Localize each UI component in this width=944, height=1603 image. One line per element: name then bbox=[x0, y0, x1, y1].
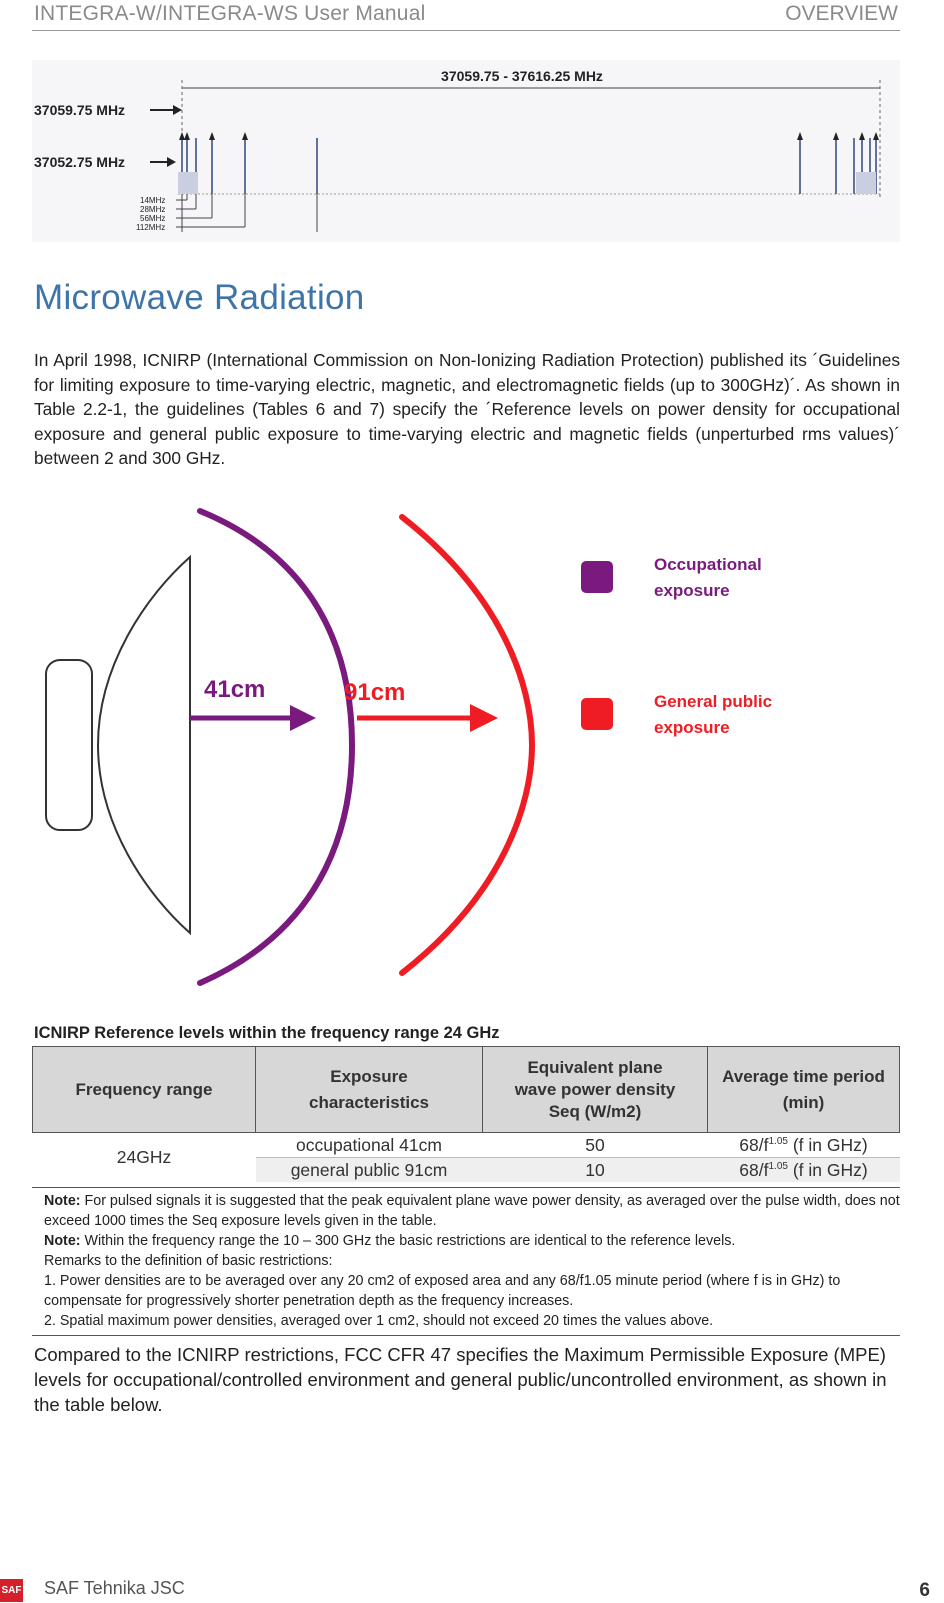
note bbox=[44, 1231, 900, 1251]
table-header-row bbox=[33, 1047, 900, 1133]
occupational-exposure-arc bbox=[200, 511, 352, 983]
public-distance: 91cm bbox=[344, 679, 406, 706]
header-density-line: Equivalent plane bbox=[527, 1057, 663, 1077]
note-label: Note: bbox=[44, 1233, 81, 1249]
antenna-housing bbox=[46, 660, 92, 830]
spacing-label: 112MHz bbox=[136, 223, 166, 232]
closing-paragraph: Compared to the ICNIRP restrictions, FCC CFR 47 specifies the Maximum Permissible Exposure (MPE) levels for occupational/controlled environment and general public/uncontrolled environment, as shown in the table below. bbox=[34, 1344, 887, 1415]
spacing-label: 28MHz bbox=[140, 205, 166, 214]
exposure-cell: general public 91cm bbox=[256, 1158, 483, 1183]
time-cell bbox=[708, 1133, 900, 1158]
antenna-dish bbox=[98, 557, 190, 933]
lower-freq-label: 37052.75 MHz bbox=[34, 154, 126, 170]
time-unit: (f in GHz) bbox=[787, 1134, 868, 1155]
density-cell: 10 bbox=[483, 1158, 708, 1183]
header-exposure-line: Exposure bbox=[330, 1066, 408, 1086]
header-average-time bbox=[708, 1047, 900, 1133]
time-exponent: 1.05 bbox=[768, 1160, 788, 1172]
time-base: 68/f bbox=[739, 1159, 769, 1180]
remark-item: 2. Spatial maximum power densities, averaged over 1 cm2, should not exceed 20 times the values above. bbox=[44, 1313, 714, 1329]
header-time-line: (min) bbox=[782, 1092, 825, 1112]
public-exposure-arc bbox=[402, 517, 532, 973]
remarks-heading: Remarks to the definition of basic restrictions: bbox=[44, 1253, 333, 1269]
frequency-cell: 24GHz bbox=[33, 1133, 256, 1183]
remark-item: 1. Power densities are to be averaged over any 20 cm2 of exposed area and any 68/f1.05 minute period (where f is in GHz) to compensate for progressively shorter penetration depth as the frequency increases. bbox=[44, 1273, 841, 1309]
note-text: Within the frequency range the 10 – 300 GHz the basic restrictions are identical to the reference levels. bbox=[80, 1233, 736, 1249]
footer-company: SAF Tehnika JSC bbox=[44, 1578, 185, 1598]
header-exposure bbox=[256, 1047, 483, 1133]
public-arrow bbox=[470, 704, 498, 732]
table-row bbox=[33, 1133, 900, 1158]
span-label: 37059.75 - 37616.25 MHz bbox=[441, 68, 603, 84]
spacing-label: 56MHz bbox=[140, 214, 166, 223]
manual-title: INTEGRA-W/INTEGRA-WS User Manual bbox=[34, 2, 426, 25]
time-exponent: 1.05 bbox=[768, 1135, 788, 1147]
spacing-label: 14MHz bbox=[140, 196, 166, 205]
table-notes bbox=[32, 1187, 900, 1336]
frequency-channel-diagram bbox=[32, 60, 900, 242]
exposure-cell: occupational 41cm bbox=[256, 1133, 483, 1158]
legend-public-swatch bbox=[581, 698, 613, 730]
legend-occupational-label: exposure bbox=[654, 581, 730, 600]
reference-levels-table bbox=[32, 1046, 900, 1182]
header-power-density bbox=[483, 1047, 708, 1133]
upper-freq-label: 37059.75 MHz bbox=[34, 102, 126, 118]
time-base: 68/f bbox=[739, 1134, 769, 1155]
legend-occupational-swatch bbox=[581, 561, 613, 593]
note bbox=[44, 1191, 900, 1231]
company-logo: SAF bbox=[0, 1579, 23, 1602]
time-unit: (f in GHz) bbox=[787, 1159, 868, 1180]
header-time-line: Average time period bbox=[722, 1066, 885, 1086]
occupational-arrow bbox=[290, 705, 316, 731]
legend-public-label: General public bbox=[654, 692, 773, 711]
density-cell: 50 bbox=[483, 1133, 708, 1158]
legend-occupational-label: Occupational bbox=[654, 555, 762, 574]
note-text: For pulsed signals it is suggested that the peak equivalent plane wave power density, as averaged over the pulse width, does not exceed 1000 times the Seq exposure levels given in the table. bbox=[44, 1193, 900, 1229]
note-label: Note: bbox=[44, 1193, 81, 1209]
header-frequency-range: Frequency range bbox=[33, 1047, 256, 1133]
header-exposure-line: characteristics bbox=[308, 1092, 430, 1112]
occupational-distance: 41cm bbox=[204, 676, 266, 703]
table-caption: ICNIRP Reference levels within the frequency range 24 GHz bbox=[34, 1024, 500, 1042]
intro-paragraph: In April 1998, ICNIRP (International Commission on Non-Ionizing Radiation Protection) published its ´Guidelines for limiting exposure to time-varying electric, magnetic, and electromagnetic fields (up to 300GHz)´. As shown in Table 2.2-1, the guidelines (Tables 6 and 7) specify the ´Reference levels on power density for occupational exposure and general public exposure to time-varying electric and magnetic fields (unperturbed rms values)´ between 2 and 300 GHz. bbox=[34, 350, 900, 468]
page-header bbox=[32, 0, 900, 31]
exposure-distance-diagram bbox=[32, 505, 902, 990]
time-cell bbox=[708, 1158, 900, 1183]
section-title: Microwave Radiation bbox=[34, 278, 365, 317]
legend-public-label: exposure bbox=[654, 718, 730, 737]
header-density-line: Seq (W/m2) bbox=[548, 1101, 642, 1121]
page-number: 6 bbox=[919, 1580, 930, 1601]
header-density-line: wave power density bbox=[514, 1079, 676, 1099]
section-name: OVERVIEW bbox=[785, 2, 898, 25]
